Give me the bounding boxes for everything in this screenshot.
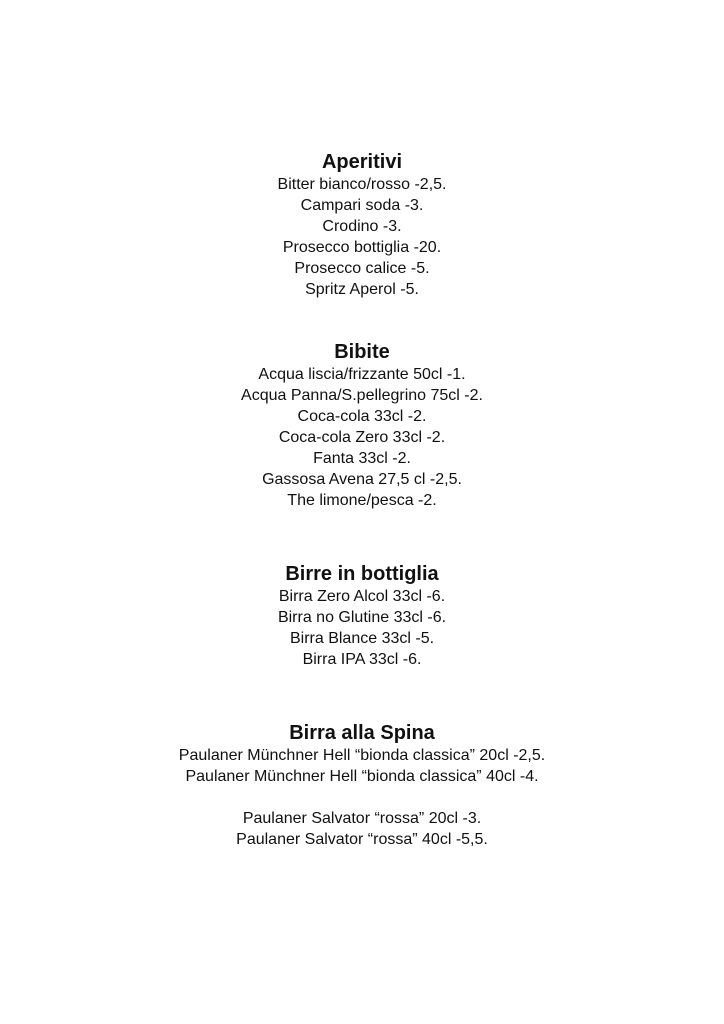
menu-item: Paulaner Münchner Hell “bionda classica” 40cl -4. — [185, 768, 539, 785]
menu-item: Paulaner Münchner Hell “bionda classica” 20cl -2,5. — [178, 747, 546, 764]
section-bibite — [0, 340, 724, 511]
section-title-birre-in-bottiglia: Birre in bottiglia — [285, 563, 439, 585]
menu-item: Birra Blance 33cl -5. — [289, 630, 435, 647]
section-title-aperitivi: Aperitivi — [321, 151, 403, 173]
section-title-bibite: Bibite — [334, 341, 390, 363]
section-title-birra-alla-spina: Birra alla Spina — [289, 722, 435, 744]
menu-item: Birra no Glutine 33cl -6. — [277, 609, 447, 626]
menu-item: Prosecco bottiglia -20. — [282, 239, 442, 256]
menu-item: Coca-cola 33cl -2. — [297, 408, 427, 425]
menu-item: Crodino -3. — [322, 218, 402, 235]
section-birre-in-bottiglia — [0, 562, 724, 670]
menu-item: Paulaner Salvator “rossa” 20cl -3. — [242, 810, 482, 827]
menu-item: Fanta 33cl -2. — [313, 450, 411, 467]
menu-item: Spritz Aperol -5. — [305, 281, 419, 298]
menu-item: Bitter bianco/rosso -2,5. — [277, 176, 447, 193]
menu-item: Gassosa Avena 27,5 cl -2,5. — [262, 471, 462, 488]
menu-item: Coca-cola Zero 33cl -2. — [278, 429, 446, 446]
section-aperitivi — [0, 150, 724, 300]
section-birra-alla-spina — [0, 721, 724, 850]
menu-item: Prosecco calice -5. — [294, 260, 430, 277]
item-spacer — [0, 787, 724, 808]
menu-item: Acqua liscia/frizzante 50cl -1. — [258, 366, 466, 383]
menu-item: Acqua Panna/S.pellegrino 75cl -2. — [241, 387, 483, 404]
menu-item: The limone/pesca -2. — [287, 492, 437, 509]
menu-item: Birra IPA 33cl -6. — [302, 651, 422, 668]
menu-item: Paulaner Salvator “rossa” 40cl -5,5. — [236, 831, 488, 848]
menu-item: Campari soda -3. — [300, 197, 424, 214]
menu-item: Birra Zero Alcol 33cl -6. — [278, 588, 446, 605]
